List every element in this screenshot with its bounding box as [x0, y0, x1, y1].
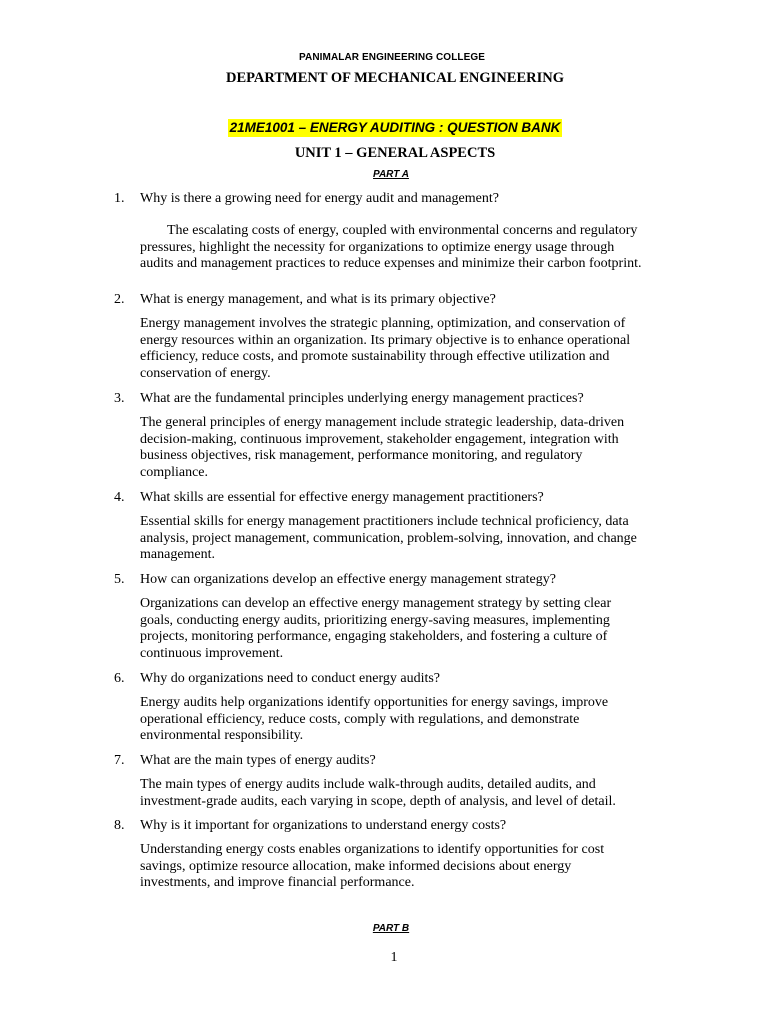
- course-title: 21ME1001 – ENERGY AUDITING : QUESTION BANK: [229, 120, 561, 135]
- question-number: 4.: [114, 490, 125, 505]
- answer-line: analysis, project management, communication, problem-solving, innovation, and change: [140, 530, 637, 546]
- answer-line: continuous improvement.: [140, 645, 284, 661]
- answer-line: The escalating costs of energy, coupled with environmental concerns and regulatory: [167, 223, 638, 238]
- answer-line: goals, conducting energy audits, prioritizing energy-saving measures, implementing: [140, 612, 610, 628]
- answer-line: compliance.: [140, 464, 209, 480]
- answer-block: [140, 842, 710, 892]
- answer-block: [140, 777, 710, 810]
- answer-line: pressures, highlight the necessity for organizations to optimize energy usage through: [140, 239, 615, 255]
- unit-title: UNIT 1 – GENERAL ASPECTS: [294, 145, 496, 161]
- answer-line: The general principles of energy management include strategic leadership, data-driven: [140, 415, 625, 430]
- question-number: 2.: [114, 292, 125, 307]
- part-a-heading: PART A: [373, 169, 409, 180]
- question-number: 8.: [114, 818, 125, 833]
- answer-line: investment-grade audits, each varying in scope, depth of analysis, and level of detail.: [140, 793, 616, 809]
- answer-block: [140, 695, 710, 745]
- department-title: DEPARTMENT OF MECHANICAL ENGINEERING: [226, 70, 564, 86]
- question-text: What are the main types of energy audits?: [140, 753, 376, 768]
- answer-block: [140, 223, 710, 273]
- page-number: 1: [390, 950, 398, 965]
- college-name: PANIMALAR ENGINEERING COLLEGE: [298, 52, 486, 63]
- answer-line: Understanding energy costs enables organizations to identify opportunities for cost: [140, 842, 605, 857]
- question-number: 5.: [114, 572, 125, 587]
- question-number: 7.: [114, 753, 125, 768]
- answer-line: business objectives, risk management, performance monitoring, and regulatory: [140, 448, 583, 464]
- answer-block: [140, 415, 710, 481]
- question-text: Why is it important for organizations to understand energy costs?: [140, 818, 507, 833]
- question-text: What are the fundamental principles underlying energy management practices?: [140, 391, 584, 406]
- question-text: Why is there a growing need for energy audit and management?: [140, 191, 499, 206]
- question-number: 6.: [114, 671, 125, 686]
- question-number: 3.: [114, 391, 125, 406]
- answer-line: The main types of energy audits include walk-through audits, detailed audits, and: [140, 777, 596, 792]
- answer-line: energy resources within an organization. Its primary objective is to enhance operational: [140, 332, 631, 348]
- part-b-heading: PART B: [372, 923, 410, 934]
- answer-line: management.: [140, 547, 216, 563]
- answer-line: projects, monitoring performance, engaging stakeholders, and fostering a culture of: [140, 629, 608, 645]
- answer-line: Energy management involves the strategic planning, optimization, and conservation of: [140, 316, 626, 331]
- answer-line: environmental responsibility.: [140, 728, 304, 744]
- answer-line: Essential skills for energy management practitioners include technical proficiency, data: [140, 514, 629, 529]
- answer-line: investments, and improve financial performance.: [140, 875, 415, 891]
- question-text: What is energy management, and what is its primary objective?: [140, 292, 496, 307]
- answer-block: [140, 514, 710, 564]
- course-title-wrap: [0, 119, 768, 137]
- answer-line: Energy audits help organizations identify opportunities for energy savings, improve: [140, 695, 609, 710]
- answer-line: savings, optimize resource allocation, make informed decisions about energy: [140, 858, 572, 874]
- answer-line: decision-making, continuous improvement, stakeholder engagement, integration with: [140, 431, 619, 447]
- question-text: How can organizations develop an effective energy management strategy?: [140, 572, 556, 587]
- answer-line: Organizations can develop an effective energy management strategy by setting clear: [140, 596, 612, 611]
- answer-block: [140, 596, 710, 662]
- answer-line: operational efficiency, reduce costs, comply with regulations, and demonstrate: [140, 711, 580, 727]
- question-number: 1.: [114, 191, 125, 206]
- question-text: Why do organizations need to conduct energy audits?: [140, 671, 441, 686]
- answer-block: [140, 316, 710, 382]
- question-text: What skills are essential for effective energy management practitioners?: [140, 490, 544, 505]
- answer-line: efficiency, reduce costs, and promote sustainability through effective utilization and: [140, 349, 610, 365]
- answer-line: audits and management practices to reduce expenses and minimize their carbon footprint.: [140, 256, 642, 272]
- answer-line: conservation of energy.: [140, 365, 271, 381]
